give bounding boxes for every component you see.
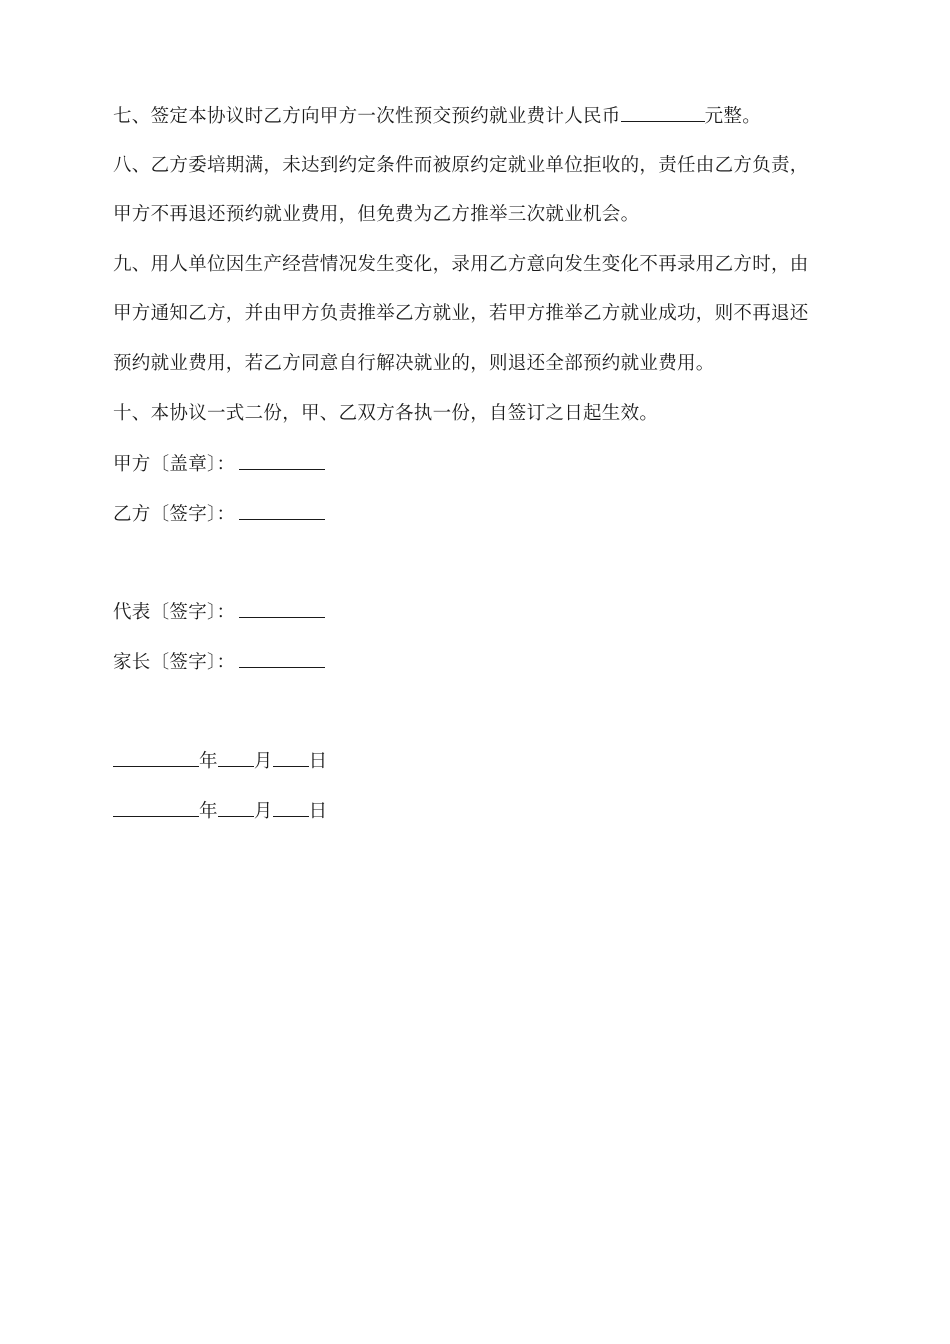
party-a-blank[interactable] [239,451,325,470]
clause-7-suffix: 元整。 [704,106,762,127]
clause-10-line-1: 十、本协议一式二份，甲、乙双方各执一份，自签订之日起生效。 [113,403,659,424]
day-blank[interactable] [273,748,309,767]
amount-blank[interactable] [621,103,705,122]
party-b-blank[interactable] [239,501,325,520]
date-line-2 [113,798,327,825]
month-blank[interactable] [218,798,254,817]
party-b-signature [113,501,325,528]
party-a-signature [113,451,325,478]
parent-signature [113,649,325,676]
day-label: 日 [308,751,328,772]
year-label: 年 [199,751,218,772]
date-line-1 [113,748,327,775]
parent-blank[interactable] [239,649,325,668]
year-blank[interactable] [113,748,199,767]
representative-label: 代表〔签字〕： [113,602,236,623]
month-label: 月 [253,801,273,822]
year-blank[interactable] [113,798,199,817]
party-b-label: 乙方〔签字〕： [113,504,236,525]
year-label: 年 [199,801,218,822]
clause-7 [113,103,761,130]
representative-blank[interactable] [239,599,325,618]
party-a-label: 甲方〔盖章〕： [113,454,236,475]
day-blank[interactable] [273,798,309,817]
month-label: 月 [253,751,273,772]
clause-9-line-1: 九、用人单位因生产经营情况发生变化，录用乙方意向发生变化不再录用乙方时，由 [113,254,809,275]
day-label: 日 [308,801,328,822]
representative-signature [113,599,325,626]
parent-label: 家长〔签字〕： [113,652,236,673]
clause-7-text: 七、签定本协议时乙方向甲方一次性预交预约就业费计人民币 [113,106,621,127]
clause-9-line-2: 甲方通知乙方，并由甲方负责推举乙方就业，若甲方推举乙方就业成功，则不再退还 [113,303,809,324]
clause-8-line-1: 八、乙方委培期满，未达到约定条件而被原约定就业单位拒收的，责任由乙方负责， [113,155,809,176]
month-blank[interactable] [218,748,254,767]
clause-8-line-2: 甲方不再退还预约就业费用，但免费为乙方推举三次就业机会。 [113,204,640,225]
clause-9-line-3: 预约就业费用，若乙方同意自行解决就业的，则退还全部预约就业费用。 [113,353,715,374]
